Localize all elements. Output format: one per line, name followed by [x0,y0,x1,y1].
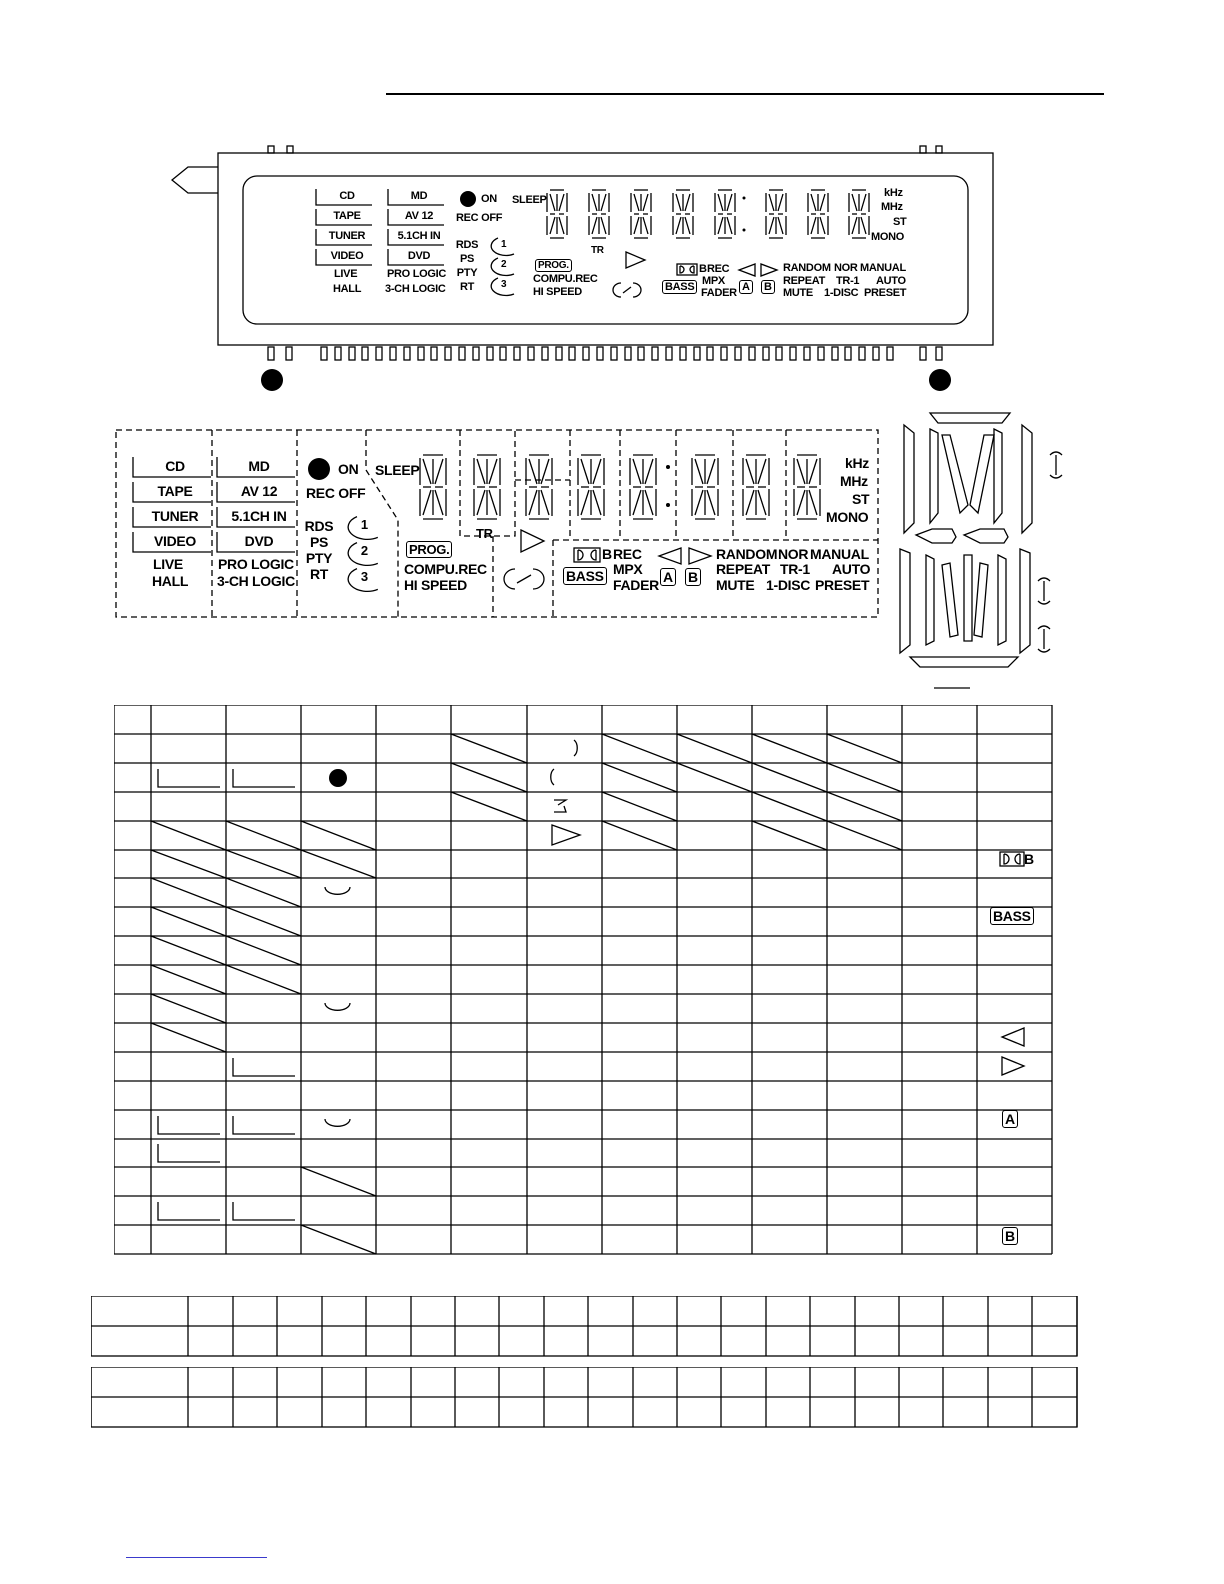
grid-left-arrow-icon [1002,1028,1024,1046]
grid-reverse-bottom-icon [554,806,566,812]
map-g1-label: TAPE [157,483,193,499]
top-g2-label: DVD [407,250,431,262]
map-g2-label: AV 12 [240,483,278,499]
footer-link-underline [126,1557,267,1558]
map-digit [692,455,718,519]
map-segment [423,490,431,515]
grid-dolby-b-label: B [1024,851,1034,867]
top-manual-label: MANUAL [860,262,906,274]
map-manual-label: MANUAL [810,546,869,562]
map-segment [529,459,537,484]
top-g1-label: TAPE [333,210,361,222]
top-rds-item: RDS [455,239,479,251]
top-loop-number: 1 [501,238,507,250]
top-g1-label: CD [339,190,355,202]
map-segment [477,459,485,484]
map-segment [707,459,715,484]
map-digit [743,455,769,519]
grid-play-icon [552,825,580,845]
top-mpx-label: MPX [702,275,725,287]
top-compu-rec-label: COMPU.REC [533,273,598,285]
map-bass-badge: BASS [563,567,607,585]
pin-table-1-lines [91,1296,1081,1360]
map-fader-label: FADER [613,577,659,593]
map-segment [758,459,766,484]
map-segment [593,459,601,484]
map-g2-label: DVD [244,533,274,549]
map-g2-label: 5.1CH IN [231,508,287,524]
map-segment [645,459,653,484]
grid-bracket-icon [233,1202,295,1220]
map-segment [489,459,497,484]
grid-loop-icon [325,1003,350,1010]
map-3ch-logic-label: 3-CH LOGIC [217,573,295,589]
map-preset-label: PRESET [815,577,870,593]
map-prog-badge: PROG. [406,541,452,558]
map-segment [809,490,817,515]
map-digit [578,455,604,519]
map-mhz-label: MHz [840,473,868,489]
map-auto-label: AUTO [832,561,871,577]
map-1disc-label: 1-DISC [766,577,811,593]
grid-bracket-icon [233,1116,295,1134]
map-segment [695,490,703,515]
map-segment [541,459,549,484]
map-rec-off-label: REC OFF [306,485,366,501]
map-g2-label: MD [248,458,270,474]
map-rds-item: RT [309,566,329,582]
top-g2-label: 5.1CH IN [397,230,441,242]
grid-arc-left-icon [551,769,554,785]
grid-loop-icon [325,887,350,894]
vfd-segment-map [0,0,1224,700]
top-loop-number: 2 [501,258,507,270]
top-random-label: RANDOM [783,262,831,274]
top-hi-speed-label: HI SPEED [533,286,582,298]
large-digit-segment-map [880,405,1070,695]
map-segment [707,490,715,515]
map-segment [633,459,641,484]
top-a-badge: A [739,280,753,294]
map-segment [633,490,641,515]
map-tr-label: TR [476,526,493,541]
map-pro-logic-label: PRO LOGIC [218,556,294,572]
map-segment [695,459,703,484]
top-rds-item: PTY [456,267,478,279]
top-rds-item: RT [459,281,475,293]
map-compu-rec-label: COMPU.REC [404,561,487,577]
map-segment [541,490,549,515]
map-mute-label: MUTE [716,577,755,593]
map-segment [435,490,443,515]
top-on-label: ON [481,193,497,205]
map-digit [630,455,656,519]
top-pro-logic-label: PRO LOGIC [387,268,447,280]
grid-bass-badge: BASS [990,907,1034,925]
map-sleep-label: SLEEP [375,462,420,478]
top-tr-label: TR [591,245,604,256]
grid-bracket-icon [158,1144,220,1162]
map-random-label: RANDOM [716,546,778,562]
map-rds-item: RDS [304,518,334,534]
top-st-label: ST [893,216,907,228]
map-digit [420,455,446,519]
map-loop-number: 1 [360,517,368,533]
map-reverse-icon [502,566,546,592]
map-mpx-label: MPX [613,561,643,577]
map-live-label: LIVE [153,556,183,572]
map-hall-label: HALL [152,573,189,589]
top-dolby-b-label: B [699,263,707,275]
top-3ch-logic-label: 3-CH LOGIC [385,283,446,295]
map-rds-item: PTY [305,550,333,566]
map-khz-label: kHz [845,455,869,471]
map-loop-number: 2 [360,543,368,559]
top-sleep-label: SLEEP [512,194,547,206]
map-nor-label: NOR [778,546,809,562]
map-segment [645,490,653,515]
map-rds-item: PS [309,534,329,550]
grid-right-arrow-icon [1002,1057,1024,1075]
map-rec-label: REC [613,546,642,562]
top-g2-label: MD [410,190,428,202]
pin-table-2-lines [91,1367,1081,1431]
top-loop-number: 3 [501,278,507,290]
map-b-badge: B [685,568,701,586]
map-segment [746,459,754,484]
map-segment [423,459,431,484]
map-digit [474,455,500,519]
map-segment [746,490,754,515]
map-segment [477,490,485,515]
top-1disc-label: 1-DISC [824,287,859,299]
top-tr1-label: TR-1 [836,275,860,287]
top-b-badge: B [761,280,775,294]
grid-dolby-icon [999,851,1025,867]
top-rec-off-label: REC OFF [456,212,503,224]
map-colon-dot [666,503,670,507]
map-segment [797,490,805,515]
map-colon-dot [666,465,670,469]
map-g1-label: VIDEO [153,533,197,549]
top-repeat-label: REPEAT [783,275,826,287]
grid-bracket-icon [233,1058,295,1076]
map-dolby-icon [573,547,601,563]
segment-assignment-grid [114,705,1052,1254]
map-segment [489,490,497,515]
grid-bracket-icon [158,1116,220,1134]
top-mono-label: MONO [871,231,905,243]
top-rds-item: PS [459,253,475,265]
grid-loop-icon [325,1119,350,1126]
map-segment [797,459,805,484]
map-segment [593,490,601,515]
map-tr1-label: TR-1 [780,561,810,577]
top-g1-label: TUNER [328,230,366,242]
top-live-label: LIVE [334,268,358,280]
top-mute-label: MUTE [783,287,813,299]
map-digit [794,455,820,519]
map-segment [435,459,443,484]
top-g2-label: AV 12 [404,210,434,222]
map-loop-number: 3 [360,569,368,585]
map-dolby-b-label: B [602,546,612,562]
top-khz-label: kHz [884,187,903,199]
map-segment [581,459,589,484]
grid-bracket-icon [158,769,220,787]
grid-bracket-icon [233,769,295,787]
map-mono-label: MONO [826,509,869,525]
grid-icons-layer [114,705,1054,1256]
grid-arc-right-icon [574,740,577,756]
map-on-label: ON [338,461,359,477]
top-preset-label: PRESET [864,287,907,299]
map-g1-label: CD [165,458,185,474]
map-segment [581,490,589,515]
map-lr-arrows-icon [657,547,713,565]
grid-bracket-icon [158,1202,220,1220]
top-hall-label: HALL [333,283,362,295]
map-a-badge: A [660,568,676,586]
top-fader-label: FADER [701,287,737,299]
map-segment [529,490,537,515]
top-nor-label: NOR [834,262,858,274]
map-digit [526,455,552,519]
map-segment [809,459,817,484]
map-st-label: ST [852,491,870,507]
map-hi-speed-label: HI SPEED [404,577,467,593]
top-prog-badge: PROG. [535,259,572,272]
map-segment [758,490,766,515]
grid-a-badge: A [1002,1110,1018,1128]
top-g1-label: VIDEO [330,250,364,262]
top-mhz-label: MHz [881,201,903,213]
top-bass-badge: BASS [662,280,697,294]
top-auto-label: AUTO [876,275,906,287]
grid-b-badge: B [1002,1227,1018,1245]
map-g1-label: TUNER [151,508,199,524]
map-play-icon [518,528,548,554]
map-repeat-label: REPEAT [716,561,770,577]
top-rec-label: REC [707,263,730,275]
grid-reverse-top-icon [554,800,566,805]
